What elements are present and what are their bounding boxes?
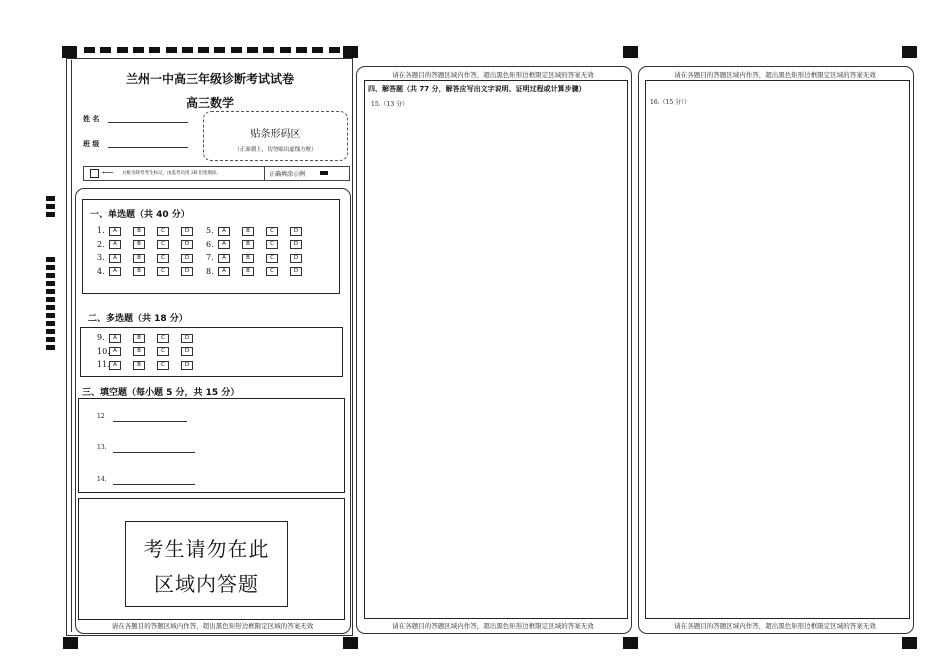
timing-mark <box>133 47 144 53</box>
no-answer-line2: 区域内答题 <box>154 572 259 596</box>
timing-mark <box>166 47 177 53</box>
timing-mark <box>46 204 55 209</box>
question-row <box>97 266 205 277</box>
option-bubble-section1.options.1[interactable]: B <box>242 240 254 249</box>
section1-title: 一、单选题（共 40 分） <box>90 210 190 220</box>
timing-mark <box>231 47 242 53</box>
question-row <box>97 359 205 370</box>
question-number: 1. <box>97 226 105 235</box>
name-field[interactable] <box>108 122 188 123</box>
question-row <box>97 225 205 236</box>
question-number: 3. <box>97 253 105 262</box>
no-answer-line1: 考生请勿在此 <box>143 537 270 561</box>
class-label: 班 级 <box>83 139 100 148</box>
section4-title: 四、解答题（共 77 分，解答应写出文字说明、证明过程或计算步骤） <box>368 85 586 93</box>
timing-mark <box>46 297 55 302</box>
option-bubble-section1.options.3[interactable]: D <box>290 240 302 249</box>
question-number: 10. <box>97 346 110 356</box>
option-bubble-section2.options.0[interactable]: A <box>109 334 121 343</box>
warning-middle-top: 请在各题目的答题区域内作答，超出黑色矩形边框限定区域的答案无效 <box>392 71 594 79</box>
blank-answer-line[interactable] <box>113 421 187 422</box>
name-label: 姓 名 <box>83 114 100 123</box>
timing-mark <box>198 47 209 53</box>
corner-mark-top-right <box>902 46 917 58</box>
option-bubble-section1.options.1[interactable]: B <box>133 240 145 249</box>
section3-title: 三、填空题（每小题 5 分，共 15 分） <box>82 388 240 398</box>
timing-mark <box>182 47 193 53</box>
option-bubble-section1.options.0[interactable]: A <box>109 267 121 276</box>
option-bubble-section1.options.0[interactable]: A <box>109 254 121 263</box>
timing-mark <box>46 337 55 342</box>
option-bubble-section1.options.3[interactable]: D <box>290 254 302 263</box>
option-bubble-section2.options.0[interactable]: A <box>109 347 121 356</box>
corner-mark-bottom-mid <box>343 637 358 649</box>
option-bubble-section1.options.3[interactable]: D <box>181 240 193 249</box>
corner-mark-top-mid2 <box>623 46 638 58</box>
question-number: 11. <box>97 360 110 369</box>
option-bubble-section1.options.2[interactable]: C <box>266 267 278 276</box>
question-number: 5. <box>206 226 214 235</box>
option-bubble-section1.options.3[interactable]: D <box>290 267 302 276</box>
question-number: 9. <box>97 333 105 342</box>
timing-mark <box>46 196 55 201</box>
timing-mark <box>46 289 55 294</box>
option-bubble-section1.options.1[interactable]: B <box>242 254 254 263</box>
timing-mark <box>46 321 55 326</box>
timing-mark <box>214 47 225 53</box>
timing-mark <box>46 305 55 310</box>
option-bubble-section1.options.0[interactable]: A <box>109 240 121 249</box>
timing-mark <box>312 47 323 53</box>
absent-checkbox[interactable] <box>90 169 99 178</box>
option-bubble-section2.options.2[interactable]: C <box>157 334 169 343</box>
corner-mark-bottom-mid2 <box>623 637 638 649</box>
class-field[interactable] <box>108 147 188 148</box>
timing-mark <box>117 47 128 53</box>
arrow-left-icon: ⟵ <box>102 168 114 177</box>
fill-example-label: 正确填涂示例 <box>269 171 306 178</box>
option-bubble-section2.options.1[interactable]: B <box>133 334 145 343</box>
exam-title: 兰州一中高三年级诊断考试试卷 <box>125 72 294 86</box>
option-bubble-section1.options.2[interactable]: C <box>266 240 278 249</box>
option-bubble-section1.options.2[interactable]: C <box>157 254 169 263</box>
blank-answer-line[interactable] <box>113 452 195 453</box>
timing-mark <box>46 313 55 318</box>
option-bubble-section1.options.1[interactable]: B <box>242 267 254 276</box>
option-bubble-section2.options.1[interactable]: B <box>133 347 145 356</box>
option-bubble-section1.options.0[interactable]: A <box>218 227 230 236</box>
question-number: 8. <box>206 266 214 276</box>
question-16-box <box>645 80 910 619</box>
timing-mark <box>46 345 55 350</box>
question-number: 6. <box>206 239 214 249</box>
corner-mark-bottom-left <box>63 637 78 649</box>
section2-title: 二、多选题（共 18 分） <box>88 314 188 324</box>
option-bubble-section2.options.2[interactable]: C <box>157 361 169 370</box>
question-number: 2. <box>97 239 105 249</box>
option-bubble-section1.options.2[interactable]: C <box>266 254 278 263</box>
option-bubble-section2.options.3[interactable]: D <box>181 361 193 370</box>
corner-mark-bottom-right <box>902 637 917 649</box>
option-bubble-section1.options.0[interactable]: A <box>109 227 121 236</box>
no-answer-zone <box>125 521 288 607</box>
timing-mark <box>46 281 55 286</box>
question-row <box>97 346 205 357</box>
timing-mark <box>84 47 95 53</box>
question-row <box>206 225 314 236</box>
option-bubble-section1.options.3[interactable]: D <box>181 267 193 276</box>
section3-box <box>78 398 345 493</box>
corner-mark-top-left <box>62 46 77 58</box>
timing-mark <box>247 47 258 53</box>
option-bubble-section1.options.0[interactable]: A <box>218 254 230 263</box>
option-bubble-section2.options.0[interactable]: A <box>109 361 121 370</box>
fill-example-mark <box>320 171 328 175</box>
warning-middle-bottom: 请在各题目的答题区域内作答，超出黑色矩形边框限定区域的答案无效 <box>392 622 594 630</box>
blank-number: 13. <box>97 444 107 451</box>
option-bubble-section1.options.1[interactable]: B <box>133 227 145 236</box>
warning-right-top: 请在各题目的答题区域内作答，超出黑色矩形边框限定区域的答案无效 <box>674 71 876 79</box>
timing-mark <box>296 47 307 53</box>
option-bubble-section1.options.3[interactable]: D <box>290 227 302 236</box>
corner-mark-top-mid <box>343 46 358 58</box>
timing-mark <box>329 47 340 53</box>
timing-mark <box>263 47 274 53</box>
option-bubble-section1.options.2[interactable]: C <box>157 267 169 276</box>
warning-left-bottom: 请在各题目的答题区域内作答，超出黑色矩形边框限定区域的答案无效 <box>111 622 314 630</box>
timing-mark <box>280 47 291 53</box>
timing-mark <box>46 265 55 270</box>
option-bubble-section1.options.2[interactable]: C <box>157 227 169 236</box>
question-row <box>97 239 205 250</box>
timing-mark <box>46 329 55 334</box>
question-15-label: 15.（13 分） <box>371 101 409 108</box>
subject-title: 高三数学 <box>185 96 234 110</box>
timing-mark <box>100 47 111 53</box>
blank-number: 14. <box>97 476 107 483</box>
section4-box <box>364 80 628 619</box>
timing-mark <box>46 273 55 278</box>
option-bubble-section1.options.2[interactable]: C <box>266 227 278 236</box>
option-bubble-section2.options.3[interactable]: D <box>181 334 193 343</box>
question-row <box>97 332 205 343</box>
option-bubble-section1.options.3[interactable]: D <box>181 227 193 236</box>
blank-number: 12 <box>97 413 105 420</box>
barcode-note: （正面朝上，切勿贴出虚线方框） <box>234 147 317 153</box>
question-16-label: 16.（15 分）） <box>650 99 691 106</box>
timing-mark <box>46 212 55 217</box>
question-row <box>206 266 314 277</box>
option-bubble-section1.options.1[interactable]: B <box>133 267 145 276</box>
question-number: 7. <box>206 253 214 262</box>
barcode-title: 贴条形码区 <box>250 129 301 140</box>
question-number: 4. <box>97 266 105 276</box>
option-bubble-section1.options.0[interactable]: A <box>218 240 230 249</box>
option-bubble-section1.options.1[interactable]: B <box>242 227 254 236</box>
absent-note: 方框为缺考考生标记，由监考员用 2B 铅笔填涂。 <box>122 171 222 176</box>
warning-right-bottom: 请在各题目的答题区域内作答，超出黑色矩形边框限定区域的答案无效 <box>674 622 876 630</box>
option-bubble-section1.options.1[interactable]: B <box>133 254 145 263</box>
option-bubble-section2.options.3[interactable]: D <box>181 347 193 356</box>
blank-answer-line[interactable] <box>113 484 195 485</box>
question-row <box>206 239 314 250</box>
timing-mark <box>149 47 160 53</box>
barcode-area <box>203 111 348 161</box>
option-bubble-section1.options.2[interactable]: C <box>157 240 169 249</box>
timing-mark <box>46 257 55 262</box>
question-row <box>97 252 205 263</box>
question-row <box>206 252 314 263</box>
absent-row <box>83 166 350 181</box>
option-bubble-section2.options.1[interactable]: B <box>133 361 145 370</box>
option-bubble-section1.options.3[interactable]: D <box>181 254 193 263</box>
option-bubble-section1.options.0[interactable]: A <box>218 267 230 276</box>
option-bubble-section2.options.2[interactable]: C <box>157 347 169 356</box>
